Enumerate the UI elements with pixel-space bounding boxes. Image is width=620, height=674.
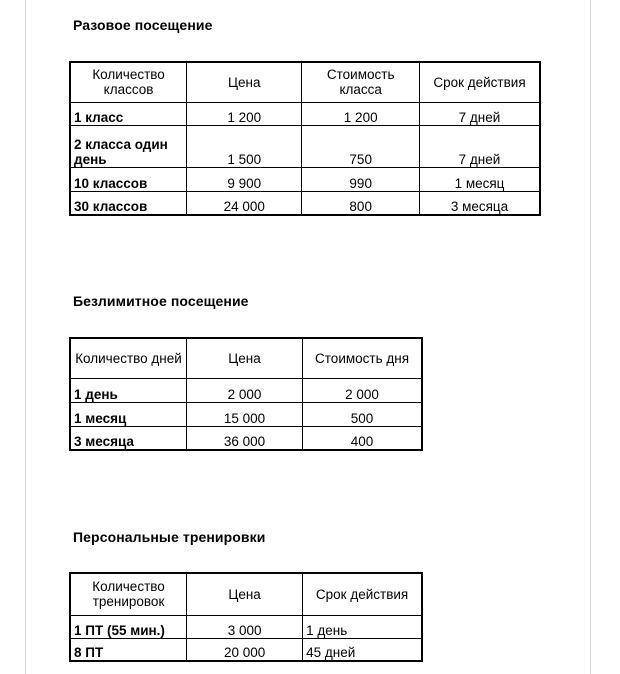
class-cost-cell: 990 <box>302 167 420 191</box>
row-label: 1 ПТ (55 мин.) <box>70 615 187 638</box>
single-visit-table <box>69 61 541 216</box>
row-label: 10 классов <box>70 167 187 191</box>
validity-cell: 1 день <box>303 615 422 638</box>
validity-cell: 3 месяца <box>419 191 540 215</box>
row-label: 1 класс <box>70 102 187 125</box>
row-label: 2 класса один день <box>70 125 187 167</box>
table-row <box>70 638 422 661</box>
price-cell: 15 000 <box>187 402 303 426</box>
header-cell: Количество классов <box>70 62 187 102</box>
table-row <box>70 191 540 215</box>
header-cell: Срок действия <box>303 573 422 615</box>
section-title-unlimited: Безлимитное посещение <box>73 293 249 309</box>
header-cell: Количество дней <box>70 338 187 378</box>
table-header-row <box>70 338 422 378</box>
price-cell: 2 000 <box>187 378 303 402</box>
section-title-single-visit: Разовое посещение <box>73 17 213 33</box>
price-cell: 1 500 <box>187 125 302 167</box>
header-cell: Стоимость класса <box>302 62 420 102</box>
table-row <box>70 167 540 191</box>
header-cell: Стоимость дня <box>303 338 422 378</box>
row-label: 1 месяц <box>70 402 187 426</box>
header-cell: Цена <box>187 573 303 615</box>
table-row <box>70 615 422 638</box>
table-row <box>70 426 422 450</box>
price-cell: 20 000 <box>187 638 303 661</box>
page-edge-right <box>590 0 591 674</box>
unlimited-table <box>69 337 423 451</box>
table-row <box>70 402 422 426</box>
day-cost-cell: 500 <box>303 402 422 426</box>
table-row <box>70 378 422 402</box>
header-cell: Цена <box>187 62 302 102</box>
personal-training-table <box>69 572 423 662</box>
table-row <box>70 125 540 167</box>
header-cell: Срок действия <box>419 62 540 102</box>
class-cost-cell: 800 <box>302 191 420 215</box>
table-row <box>70 102 540 125</box>
header-cell: Количество тренировок <box>70 573 187 615</box>
row-label: 1 день <box>70 378 187 402</box>
validity-cell: 7 дней <box>419 125 540 167</box>
table-header-row <box>70 573 422 615</box>
price-cell: 1 200 <box>187 102 302 125</box>
class-cost-cell: 750 <box>302 125 420 167</box>
class-cost-cell: 1 200 <box>302 102 420 125</box>
validity-cell: 1 месяц <box>419 167 540 191</box>
row-label: 8 ПТ <box>70 638 187 661</box>
header-cell: Цена <box>187 338 303 378</box>
day-cost-cell: 2 000 <box>303 378 422 402</box>
row-label: 3 месяца <box>70 426 187 450</box>
row-label: 30 классов <box>70 191 187 215</box>
price-cell: 3 000 <box>187 615 303 638</box>
table-header-row <box>70 62 540 102</box>
price-cell: 24 000 <box>187 191 302 215</box>
validity-cell: 7 дней <box>419 102 540 125</box>
price-cell: 9 900 <box>187 167 302 191</box>
page-edge-left <box>25 0 26 674</box>
validity-cell: 45 дней <box>303 638 422 661</box>
day-cost-cell: 400 <box>303 426 422 450</box>
price-cell: 36 000 <box>187 426 303 450</box>
section-title-personal-training: Персональные тренировки <box>73 529 266 545</box>
